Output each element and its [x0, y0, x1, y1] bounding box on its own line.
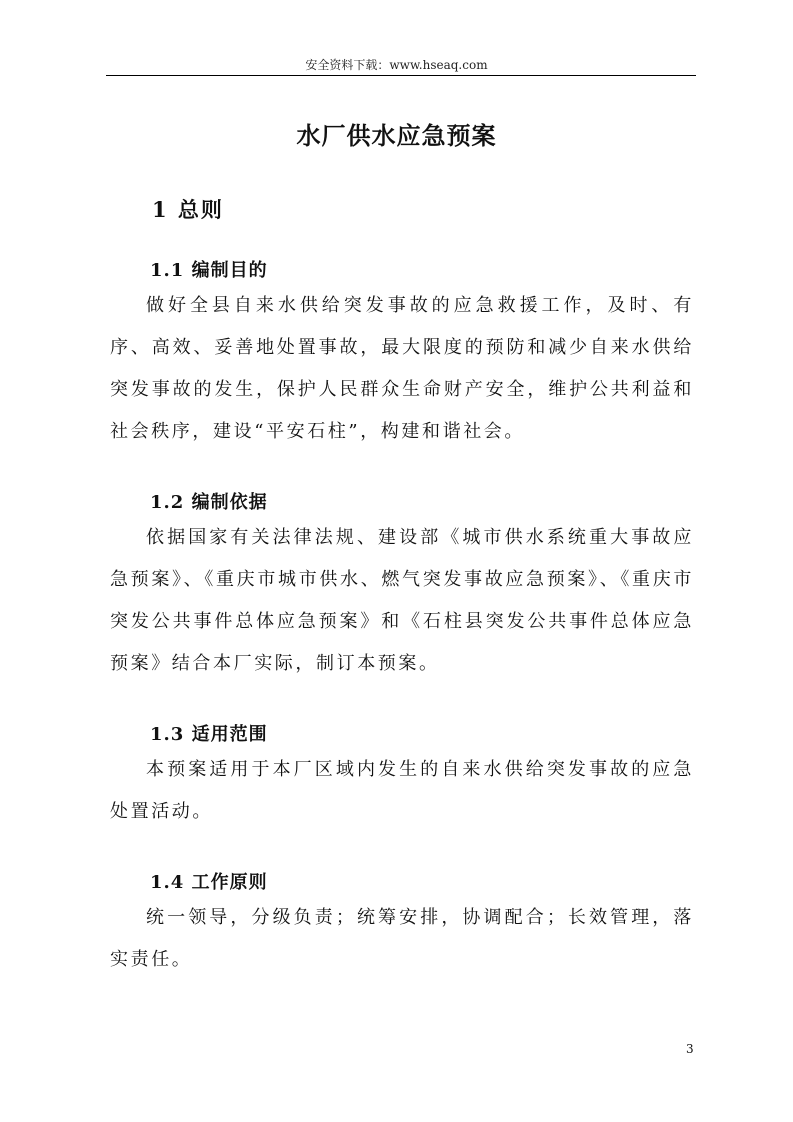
section-heading-1-3: 1.3 适用范围: [150, 724, 268, 745]
section-body-1-3: 本预案适用于本厂区域内发生的自来水供给突发事故的应急处置活动。: [110, 759, 694, 822]
section-heading-1-4: 1.4 工作原则: [150, 872, 268, 893]
section-heading-1-1: 1.1 编制目的: [150, 260, 268, 281]
section-heading-1-2: 1.2 编制依据: [150, 492, 268, 513]
section-body-1-1: 做好全县自来水供给突发事故的应急救援工作，及时、有序、高效、妥善地处置事故，最大限度的预防和减少自来水供给突发事故的发生，保护人民群众生命财产安全，维护公共利益和社会秩序，建设“平安石柱”，构建和谐社会。: [110, 295, 694, 442]
section-body-1-4: 统一领导，分级负责；统筹安排，协调配合；长效管理，落实责任。: [110, 907, 694, 970]
page-number: 3: [686, 1042, 694, 1056]
header-divider: [106, 75, 696, 76]
chapter-heading: 1 总则: [152, 197, 224, 222]
page-header: 安全资料下载：www.hseaq.com: [305, 58, 488, 72]
section-body-1-2: 依据国家有关法律法规、建设部《城市供水系统重大事故应急预案》、《重庆市城市供水、燃气突发事故应急预案》、《重庆市突发公共事件总体应急预案》和《石柱县突发公共事件总体应急预案》结合本厂实际，制订本预案。: [110, 527, 694, 674]
document-title: 水厂供水应急预案: [296, 121, 497, 150]
